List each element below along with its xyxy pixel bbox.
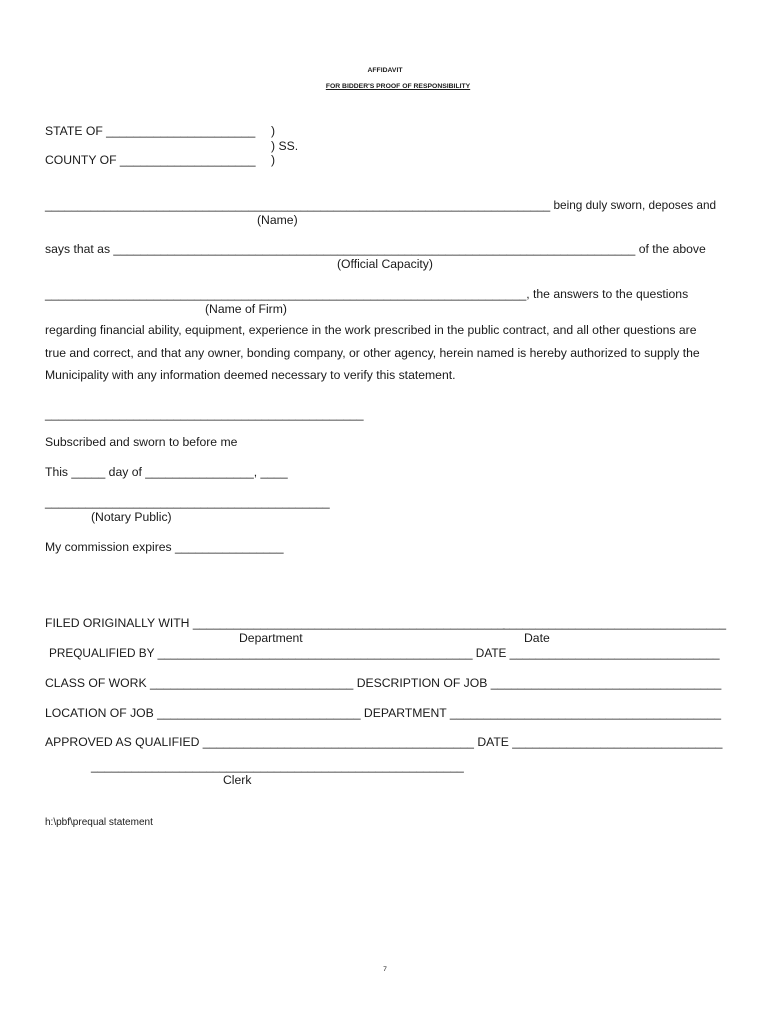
name-line: _____________________________________________________________________________ being duly sworn, deposes and <box>45 198 717 212</box>
clerk-caption: Clerk <box>223 773 252 787</box>
document-title: AFFIDAVIT <box>367 67 403 74</box>
county-line: COUNTY OF ____________________ <box>45 153 256 167</box>
notary-caption: (Notary Public) <box>91 510 172 524</box>
state-line: STATE OF ______________________ <box>45 124 256 138</box>
clerk-line: _______________________________________________________ <box>91 759 464 773</box>
department-caption: Department <box>239 631 303 645</box>
paren-ss: ) SS. <box>271 139 299 153</box>
paren-top: ) <box>271 124 276 138</box>
prequalified-line: PREQUALIFIED BY ________________________________________________ DATE ________________________________ <box>49 646 720 660</box>
page-number: 7 <box>383 966 387 973</box>
class-of-work-line: CLASS OF WORK ______________________________ DESCRIPTION OF JOB __________________________________ <box>45 676 722 690</box>
commission-line: My commission expires ________________ <box>45 540 284 554</box>
notary-line: __________________________________________ <box>45 495 330 509</box>
paragraph-line-1: regarding financial ability, equipment, experience in the work prescribed in the public contract, and all other questions are <box>45 323 697 337</box>
location-line: LOCATION OF JOB ______________________________ DEPARTMENT ________________________________________ <box>45 706 722 720</box>
filed-date-line: __________________________________ <box>503 616 727 630</box>
paragraph-line-3: Municipality with any information deemed necessary to verify this statement. <box>45 368 456 382</box>
capacity-line: says that as _____________________________________________________________________________ of the above <box>45 242 706 256</box>
day-line: This _____ day of ________________, ____ <box>45 465 288 479</box>
document-subtitle: FOR BIDDER'S PROOF OF RESPONSIBILITY <box>325 83 471 90</box>
filed-with-line: FILED ORIGINALLY WITH ______________________________________________ <box>45 616 505 630</box>
subscribed-text: Subscribed and sworn to before me <box>45 435 238 449</box>
paren-bottom: ) <box>271 153 276 167</box>
approved-line: APPROVED AS QUALIFIED ________________________________________ DATE _______________________________ <box>45 735 723 749</box>
paragraph-line-2: true and correct, and that any owner, bonding company, or other agency, herein named is hereby authorized to supply the <box>45 346 700 360</box>
name-caption: (Name) <box>257 213 298 227</box>
file-path: h:\pbf\prequal statement <box>45 817 153 828</box>
capacity-caption: (Official Capacity) <box>337 257 433 271</box>
firm-caption: (Name of Firm) <box>205 302 287 316</box>
signature-line: _______________________________________________ <box>45 407 364 421</box>
firm-line: _______________________________________________________________________, the answers to the questions <box>45 287 689 301</box>
date-caption: Date <box>524 631 550 645</box>
